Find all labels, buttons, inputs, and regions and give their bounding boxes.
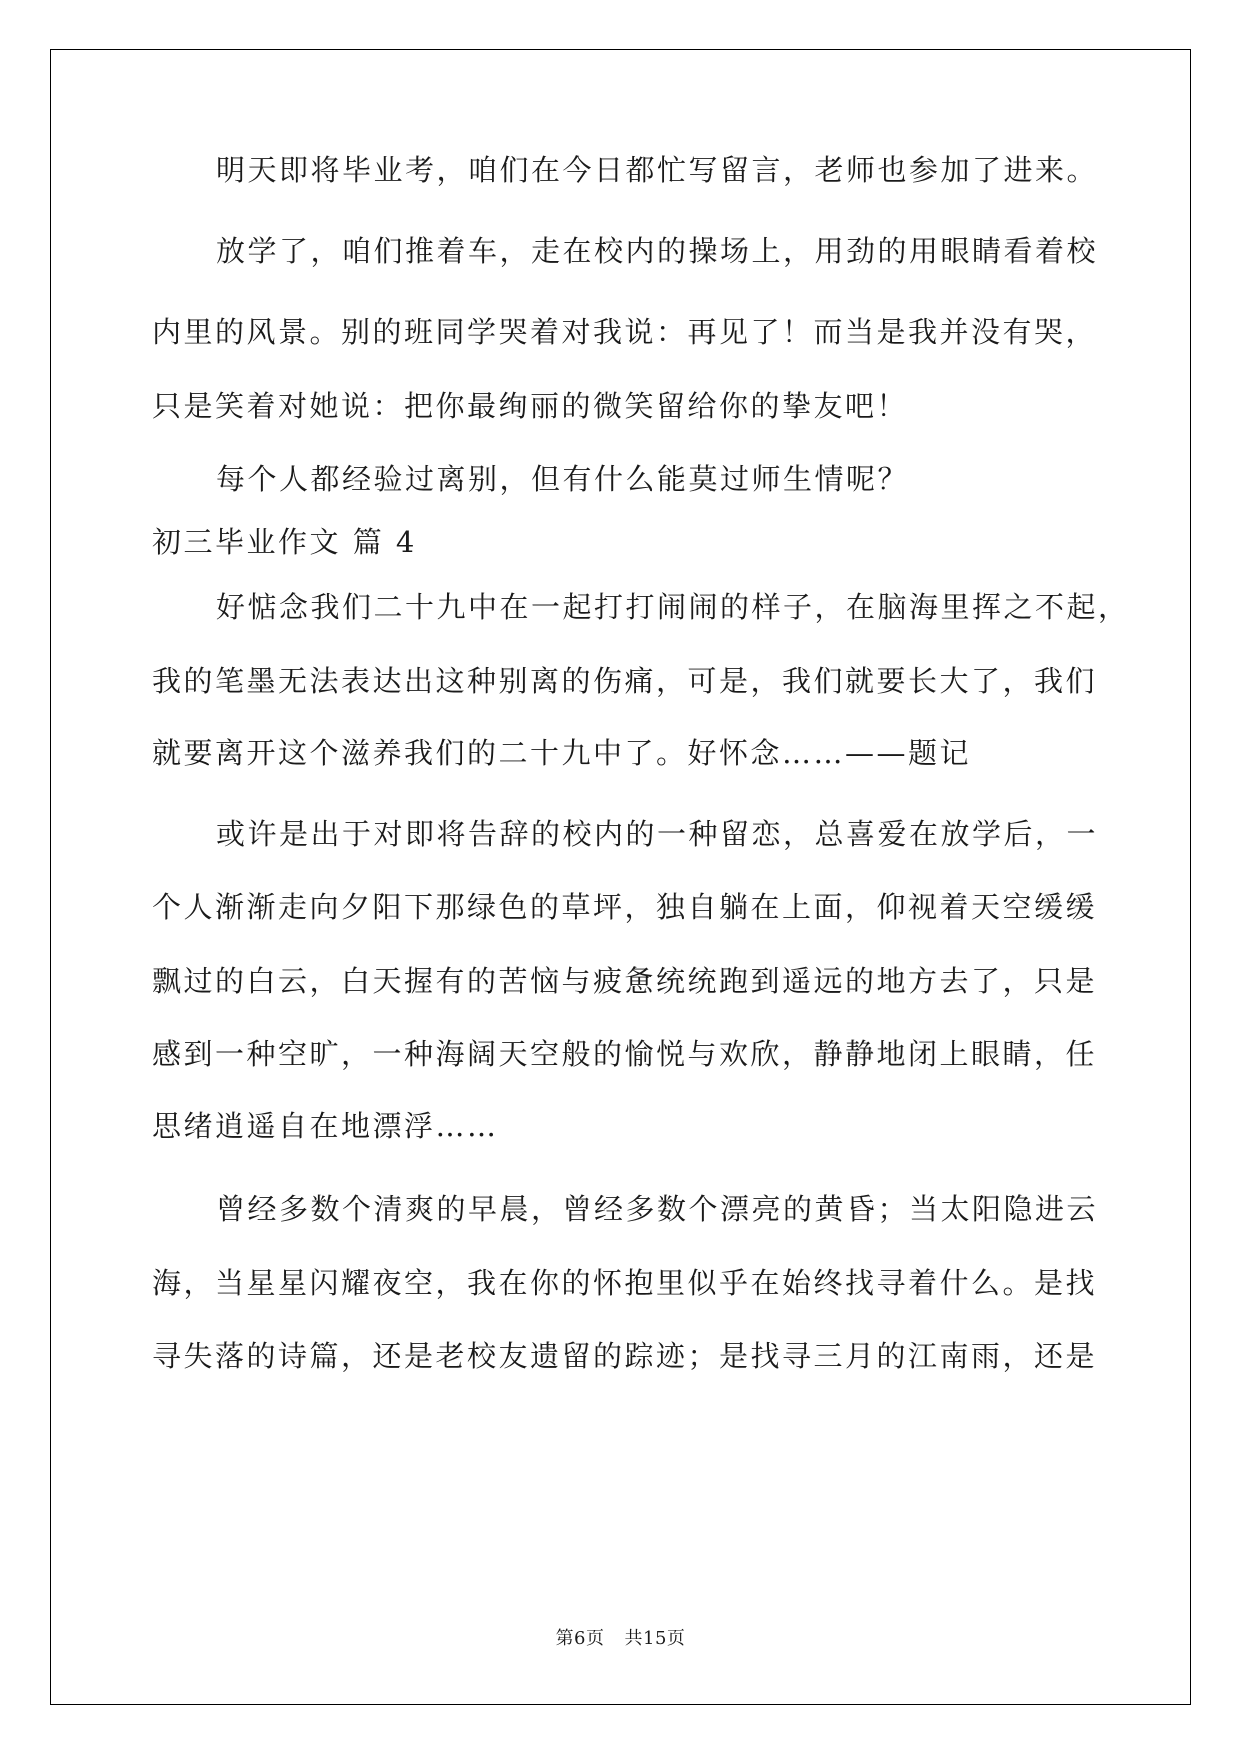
paragraph-line: 曾经多数个清爽的早晨，曾经多数个漂亮的黄昏；当太阳隐进云 — [216, 1192, 1099, 1226]
paragraph-line: 内里的风景。别的班同学哭着对我说：再见了！而当是我并没有哭， — [152, 315, 1098, 349]
paragraph-line: 明天即将毕业考，咱们在今日都忙写留言，老师也参加了进来。 — [216, 153, 1099, 187]
paragraph-line: 放学了，咱们推着车，走在校内的操场上，用劲的用眼睛看着校 — [216, 234, 1099, 268]
paragraph-line: 感到一种空旷，一种海阔天空般的愉悦与欢欣，静静地闭上眼睛，任 — [152, 1037, 1098, 1071]
section-heading: 初三毕业作文 篇 4 — [152, 525, 417, 559]
paragraph-line: 飘过的白云，白天握有的苦恼与疲惫统统跑到遥远的地方去了，只是 — [152, 964, 1098, 998]
paragraph-line: 只是笑着对她说：把你最绚丽的微笑留给你的挚友吧！ — [152, 389, 909, 423]
paragraph-line: 或许是出于对即将告辞的校内的一种留恋，总喜爱在放学后，一 — [216, 817, 1099, 851]
page-footer — [0, 1624, 1241, 1650]
paragraph-line: 每个人都经验过离别，但有什么能莫过师生情呢？ — [216, 462, 910, 496]
paragraph-line: 就要离开这个滋养我们的二十九中了。好怀念……——题记 — [152, 736, 972, 770]
paragraph-line: 好惦念我们二十九中在一起打打闹闹的样子，在脑海里挥之不起， — [216, 590, 1130, 624]
paragraph-line: 寻失落的诗篇，还是老校友遗留的踪迹；是找寻三月的江南雨，还是 — [152, 1339, 1098, 1373]
page-number: 第6页 — [555, 1628, 605, 1649]
paragraph-line: 个人渐渐走向夕阳下那绿色的草坪，独自躺在上面，仰视着天空缓缓 — [152, 890, 1098, 924]
paragraph-line: 海，当星星闪耀夜空，我在你的怀抱里似乎在始终找寻着什么。是找 — [152, 1266, 1098, 1300]
page-total: 共15页 — [624, 1628, 686, 1649]
paragraph-line: 我的笔墨无法表达出这种别离的伤痛，可是，我们就要长大了，我们 — [152, 664, 1098, 698]
paragraph-line: 思绪逍遥自在地漂浮…… — [152, 1109, 499, 1143]
page-border — [50, 49, 1191, 1705]
